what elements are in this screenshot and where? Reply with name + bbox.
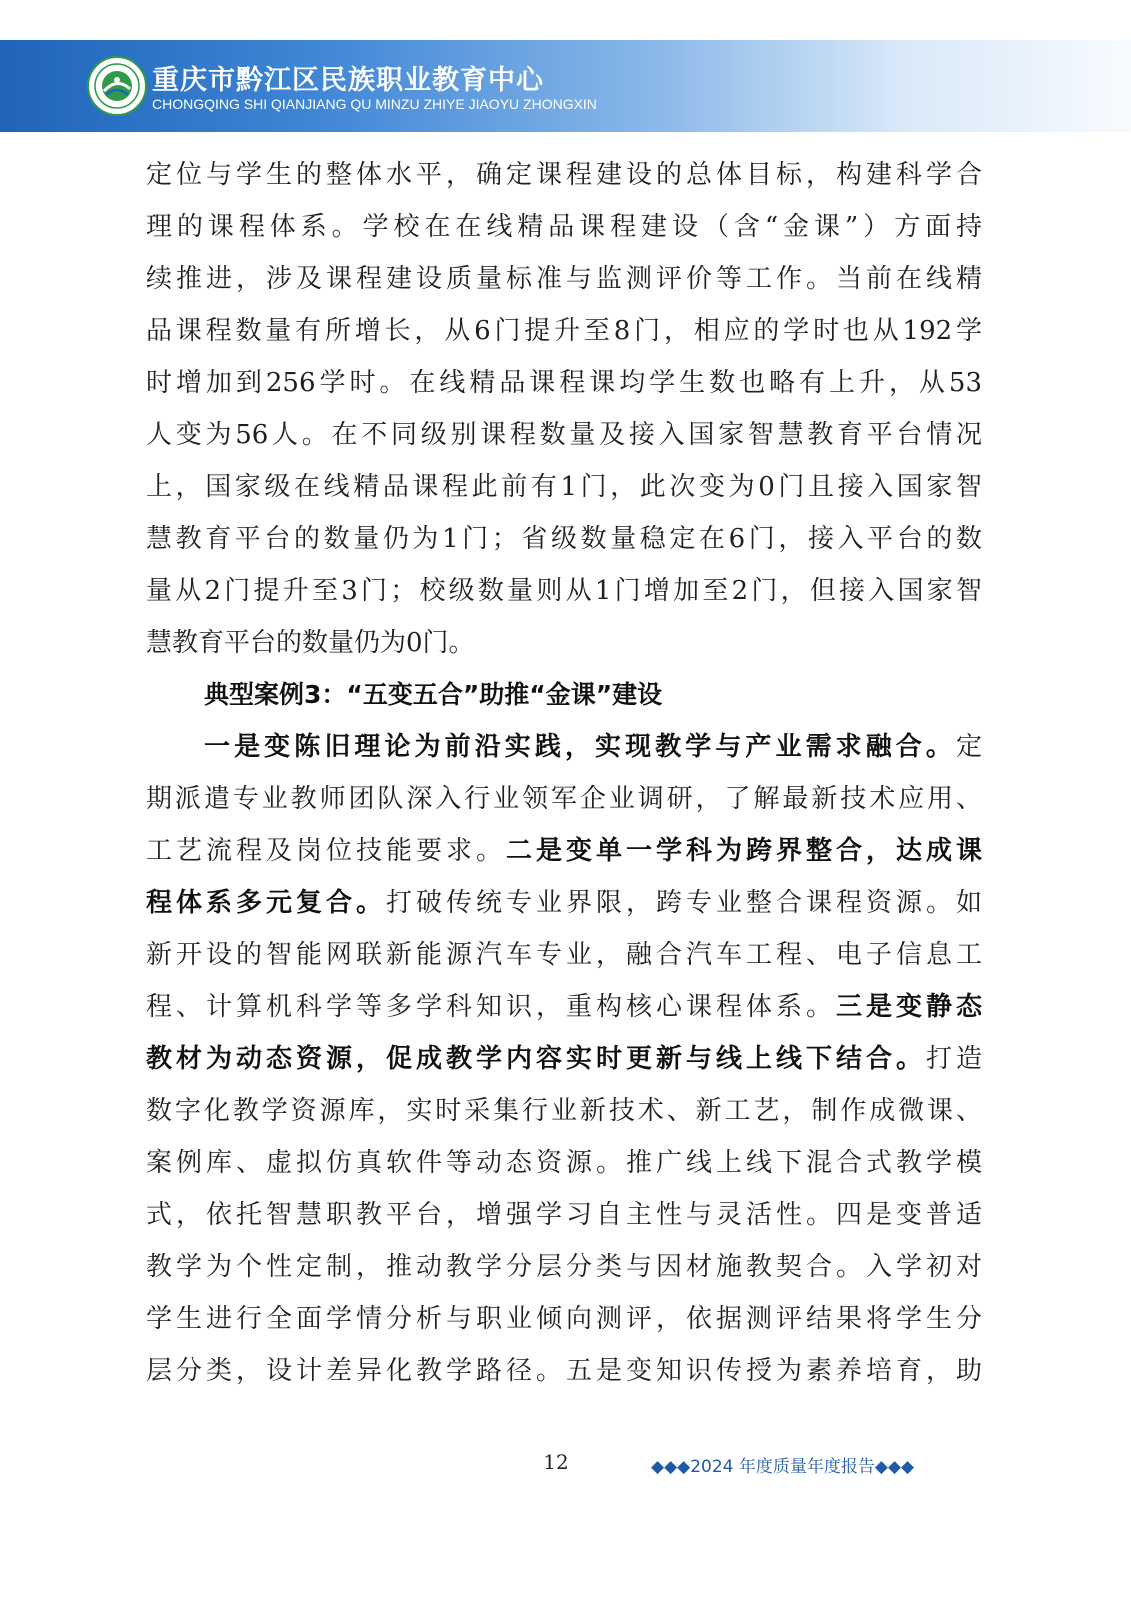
case-text: 学生进行全面学情分析与职业倾向测评，依据测评结果将学生分 [146,1304,982,1334]
case-text: 数字化教学资源库，实时采集行业新技术、新工艺，制作成微课、 [146,1096,982,1126]
case-line [146,1241,982,1293]
body-line: 理的课程体系。学校在在线精品课程建设（含“金课”）方面持 [146,212,982,242]
case-text: 案例库、虚拟仿真软件等动态资源。推广线上线下混合式教学模 [146,1148,982,1178]
case-line [146,721,982,773]
body-line: 慧教育平台的数量仍为0门。 [146,628,475,658]
body-line: 慧教育平台的数量仍为1门；省级数量稳定在6门，接入平台的数 [146,524,982,554]
case-text: 教学为个性定制，推动教学分层分类与因材施教契合。入学初对 [146,1252,982,1282]
school-emblem-icon [86,55,148,117]
case-line [146,1033,982,1085]
case-point-bold: 三是变静态 [835,992,982,1022]
case-line [146,825,982,877]
case-text: 打造 [925,1044,982,1074]
case-line [146,1137,982,1189]
case-line [146,1189,982,1241]
org-name: 重庆市黔江区民族职业教育中心 [152,65,544,96]
case-line [146,1345,982,1397]
org-pinyin: CHONGQING SHI QIANJIANG QU MINZU ZHIYE JIAOYU ZHONGXIN [152,96,597,112]
case-point-bold: 教材为动态资源，促成教学内容实时更新与线上线下结合。 [146,1044,926,1074]
body-line: 时增加到256学时。在线精品课程课均学生数也略有上升，从53 [146,368,982,398]
case-point-bold: 程体系多元复合。 [146,888,386,918]
body-line: 续推进，涉及课程建设质量标准与监测评价等工作。当前在线精 [146,264,982,294]
body-line: 上，国家级在线精品课程此前有1门，此次变为0门且接入国家智 [146,472,982,502]
body-line: 定位与学生的整体水平，确定课程建设的总体目标，构建科学合 [146,160,982,190]
case-text: 新开设的智能网联新能源汽车专业，融合汽车工程、电子信息工 [146,940,982,970]
case-text: 期派遣专业教师团队深入行业领军企业调研，了解最新技术应用、 [146,784,982,814]
case-line [146,981,982,1033]
case-line [146,773,982,825]
case-line [146,1293,982,1345]
case-line [146,877,982,929]
body-line: 品课程数量有所增长，从6门提升至8门，相应的学时也从192学 [146,316,982,346]
case-line [146,1085,982,1137]
case-point-bold: 二是变单一学科为跨界整合，达成课 [506,836,982,866]
body-line: 人变为56人。在不同级别课程数量及接入国家智慧教育平台情况 [146,420,982,450]
case-text: 式，依托智慧职教平台，增强学习自主性与灵活性。四是变普适 [146,1200,982,1230]
page-body [146,149,982,1397]
footer-report-title: ◆◆◆2024 年度质量年度报告◆◆◆ [651,1457,915,1477]
case-text: 工艺流程及岗位技能要求。 [146,836,506,866]
case-text: 层分类，设计差异化教学路径。五是变知识传授为素养培育，助 [146,1356,982,1386]
case-point-bold: 一是变陈旧理论为前沿实践，实现教学与产业需求融合。 [204,732,956,762]
case-heading: 典型案例3：“五变五合”助推“金课”建设 [204,680,663,709]
case-text: 打破传统专业界限，跨专业整合课程资源。如 [386,888,982,918]
body-line: 量从2门提升至3门；校级数量则从1门增加至2门，但接入国家智 [146,576,982,606]
case-text: 程、计算机科学等多学科知识，重构核心课程体系。 [146,992,836,1022]
page-number: 12 [543,1450,569,1474]
case-text: 定 [955,732,982,762]
case-line [146,929,982,981]
